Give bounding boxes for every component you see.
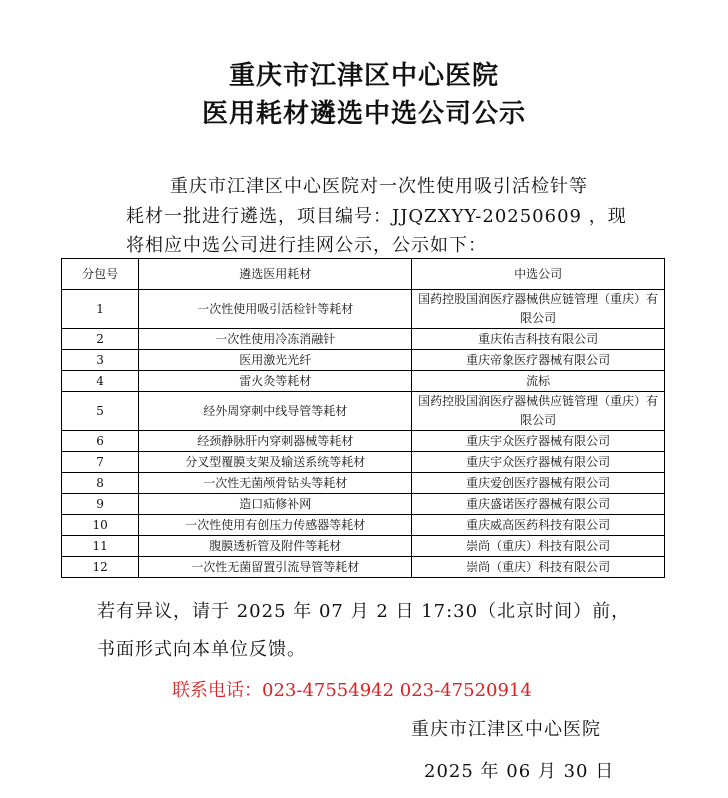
objection-line-1: 若有异议，请于 2025 年 07 月 2 日 17:30（北京时间）前， bbox=[97, 601, 631, 622]
table-row bbox=[62, 536, 665, 557]
header-package-no: 分包号 bbox=[62, 259, 139, 290]
intro-line-2: 耗材一批进行遴选，项目编号：JJQZXYY-20250609 ，现 bbox=[126, 206, 627, 227]
table-header-row bbox=[62, 259, 665, 290]
cell-company: 崇尚（重庆）科技有限公司 bbox=[412, 557, 665, 578]
cell-package-no: 7 bbox=[62, 452, 139, 473]
cell-company: 重庆盛诺医疗器械有限公司 bbox=[412, 494, 665, 515]
intro-line-1: 重庆市江津区中心医院对一次性使用吸引活检针等 bbox=[170, 176, 588, 197]
cell-package-no: 2 bbox=[62, 329, 139, 350]
cell-consumable: 一次性使用冷冻消融针 bbox=[139, 329, 412, 350]
objection-line-2: 书面形式向本单位反馈。 bbox=[97, 639, 306, 660]
cell-consumable: 经外周穿刺中线导管等耗材 bbox=[139, 392, 412, 431]
cell-company: 重庆宇众医疗器械有限公司 bbox=[412, 431, 665, 452]
cell-company: 国药控股国润医疗器械供应链管理（重庆）有限公司 bbox=[412, 290, 665, 329]
table-row bbox=[62, 371, 665, 392]
cell-consumable: 经颈静脉肝内穿刺器械等耗材 bbox=[139, 431, 412, 452]
contact-phone: 联系电话：023-47554942 023-47520914 bbox=[172, 680, 532, 701]
table-row bbox=[62, 290, 665, 329]
cell-company: 重庆爱创医疗器械有限公司 bbox=[412, 473, 665, 494]
cell-company: 流标 bbox=[412, 371, 665, 392]
cell-package-no: 3 bbox=[62, 350, 139, 371]
table-row bbox=[62, 350, 665, 371]
award-table bbox=[61, 258, 665, 578]
cell-consumable: 一次性使用吸引活检针等耗材 bbox=[139, 290, 412, 329]
table-row bbox=[62, 329, 665, 350]
cell-package-no: 11 bbox=[62, 536, 139, 557]
title-announcement: 医用耗材遴选中选公司公示 bbox=[201, 99, 526, 129]
title-hospital-name: 重庆市江津区中心医院 bbox=[228, 61, 499, 91]
cell-company: 重庆帝象医疗器械有限公司 bbox=[412, 350, 665, 371]
cell-consumable: 一次性使用有创压力传感器等耗材 bbox=[139, 515, 412, 536]
cell-company: 重庆佑吉科技有限公司 bbox=[412, 329, 665, 350]
cell-consumable: 腹膜透析管及附件等耗材 bbox=[139, 536, 412, 557]
cell-package-no: 1 bbox=[62, 290, 139, 329]
intro-line-3: 将相应中选公司进行挂网公示，公示如下： bbox=[126, 235, 487, 256]
table-row bbox=[62, 452, 665, 473]
cell-consumable: 造口疝修补网 bbox=[139, 494, 412, 515]
cell-package-no: 9 bbox=[62, 494, 139, 515]
cell-package-no: 12 bbox=[62, 557, 139, 578]
cell-package-no: 5 bbox=[62, 392, 139, 431]
cell-package-no: 8 bbox=[62, 473, 139, 494]
table-row bbox=[62, 392, 665, 431]
table-row bbox=[62, 515, 665, 536]
cell-company: 重庆威高医药科技有限公司 bbox=[412, 515, 665, 536]
table-row bbox=[62, 473, 665, 494]
cell-consumable: 一次性无菌颅骨钻头等耗材 bbox=[139, 473, 412, 494]
cell-company: 重庆宇众医疗器械有限公司 bbox=[412, 452, 665, 473]
cell-consumable: 一次性无菌留置引流导管等耗材 bbox=[139, 557, 412, 578]
cell-package-no: 10 bbox=[62, 515, 139, 536]
table-row bbox=[62, 494, 665, 515]
cell-consumable: 雷火灸等耗材 bbox=[139, 371, 412, 392]
cell-package-no: 4 bbox=[62, 371, 139, 392]
cell-package-no: 6 bbox=[62, 431, 139, 452]
issue-date: 2025 年 06 月 30 日 bbox=[424, 761, 615, 782]
cell-company: 国药控股国润医疗器械供应链管理（重庆）有限公司 bbox=[412, 392, 665, 431]
table-row bbox=[62, 557, 665, 578]
cell-consumable: 医用激光光纤 bbox=[139, 350, 412, 371]
header-company: 中选公司 bbox=[412, 259, 665, 290]
signature: 重庆市江津区中心医院 bbox=[411, 719, 601, 740]
cell-company: 崇尚（重庆）科技有限公司 bbox=[412, 536, 665, 557]
table-row bbox=[62, 431, 665, 452]
cell-consumable: 分叉型覆膜支架及输送系统等耗材 bbox=[139, 452, 412, 473]
header-consumable: 遴选医用耗材 bbox=[139, 259, 412, 290]
